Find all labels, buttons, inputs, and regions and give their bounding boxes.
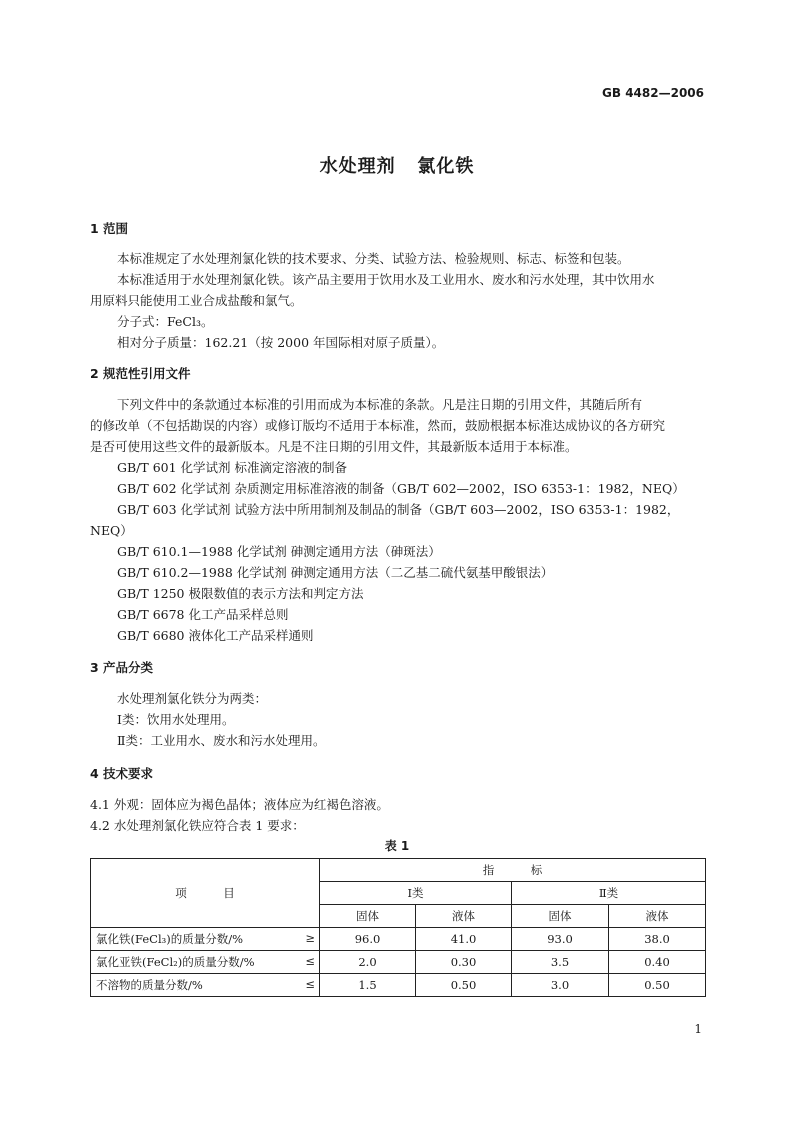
reference-item: GB/T 6678 化工产品采样总则 (117, 607, 289, 622)
table-caption: 表 1 (384, 839, 410, 853)
item-header: 项 目 (91, 859, 320, 928)
comparison-symbol: ≤ (305, 977, 315, 991)
table-row (91, 951, 706, 974)
section-heading: 3 产品分类 (90, 660, 154, 675)
requirements-table (90, 858, 706, 997)
paragraph: 本标准适用于水处理剂氯化铁。该产品主要用于饮用水及工业用水、废水和污水处理，其中饮用水 (117, 272, 655, 287)
reference-item: GB/T 610.2—1988 化学试剂 砷测定通用方法（二乙基二硫代氨基甲酸银法） (117, 565, 554, 580)
table-row (91, 928, 706, 951)
section-heading: 4 技术要求 (90, 766, 154, 781)
liquid-header: 液体 (609, 905, 706, 928)
table-cell: 96.0 (320, 928, 416, 951)
paragraph: 水处理剂氯化铁分为两类： (117, 691, 268, 706)
formula-line: 分子式：FeCl₃。 (117, 314, 214, 329)
molecular-mass-line: 相对分子质量：162.21（按 2000 年国际相对原子质量）。 (117, 335, 445, 350)
document-title: 水处理剂 氯化铁 (319, 156, 475, 177)
reference-item: GB/T 610.1—1988 化学试剂 砷测定通用方法（砷斑法） (117, 544, 441, 559)
class-1-header: Ⅰ类 (320, 882, 512, 905)
table-cell: 0.40 (609, 951, 706, 974)
section-heading: 2 规范性引用文件 (90, 366, 191, 381)
row-item (91, 951, 320, 974)
reference-item: GB/T 601 化学试剂 标准滴定溶液的制备 (117, 460, 347, 475)
table-cell: 3.5 (512, 951, 609, 974)
comparison-symbol: ≤ (305, 954, 315, 968)
reference-item-cont: NEQ） (90, 523, 133, 538)
reference-item: GB/T 603 化学试剂 试验方法中所用制剂及制品的制备（GB/T 603—2002，ISO 6353-1：1982， (117, 502, 680, 517)
table-cell: 38.0 (609, 928, 706, 951)
row-item-label: 氯化铁(FeCl₃)的质量分数/% (96, 932, 244, 946)
table-cell: 41.0 (416, 928, 512, 951)
paragraph: Ⅰ类：饮用水处理用。 (117, 712, 235, 727)
table-row (91, 974, 706, 997)
class-2-header: Ⅱ类 (512, 882, 706, 905)
comparison-symbol: ≥ (305, 931, 315, 945)
table-cell: 3.0 (512, 974, 609, 997)
row-item (91, 928, 320, 951)
table-cell: 0.50 (609, 974, 706, 997)
reference-item: GB/T 1250 极限数值的表示方法和判定方法 (117, 586, 364, 601)
row-item-label: 不溶物的质量分数/% (96, 978, 203, 992)
table-cell: 2.0 (320, 951, 416, 974)
paragraph: 的修改单（不包括勘误的内容）或修订版均不适用于本标准，然而，鼓励根据本标准达成协议的各方研究 (90, 418, 666, 433)
table-cell: 93.0 (512, 928, 609, 951)
table-header-row (91, 859, 706, 882)
section-heading: 1 范围 (90, 221, 129, 236)
paragraph: Ⅱ类：工业用水、废水和污水处理用。 (117, 733, 326, 748)
paragraph: 本标准规定了水处理剂氯化铁的技术要求、分类、试验方法、检验规则、标志、标签和包装。 (117, 251, 630, 266)
paragraph: 用原料只能使用工业合成盐酸和氯气。 (90, 293, 303, 308)
page-number: 1 (694, 1022, 702, 1036)
table-cell: 0.30 (416, 951, 512, 974)
row-item (91, 974, 320, 997)
clause-4-2: 4.2 水处理剂氯化铁应符合表 1 要求： (90, 818, 305, 833)
row-item-label: 氯化亚铁(FeCl₂)的质量分数/% (96, 955, 255, 969)
reference-item: GB/T 6680 液体化工产品采样通则 (117, 628, 314, 643)
table-cell: 1.5 (320, 974, 416, 997)
table-cell: 0.50 (416, 974, 512, 997)
paragraph: 下列文件中的条款通过本标准的引用而成为本标准的条款。凡是注日期的引用文件，其随后所有 (117, 397, 643, 412)
reference-item: GB/T 602 化学试剂 杂质测定用标准溶液的制备（GB/T 602—2002，ISO 6353-1：1982，NEQ） (117, 481, 685, 496)
liquid-header: 液体 (416, 905, 512, 928)
solid-header: 固体 (512, 905, 609, 928)
paragraph: 是否可使用这些文件的最新版本。凡是不注日期的引用文件，其最新版本适用于本标准。 (90, 439, 578, 454)
solid-header: 固体 (320, 905, 416, 928)
indicator-header: 指 标 (320, 859, 706, 882)
clause-4-1: 4.1 外观：固体应为褐色晶体；液体应为红褐色溶液。 (90, 797, 389, 812)
standard-number: GB 4482—2006 (602, 86, 704, 100)
